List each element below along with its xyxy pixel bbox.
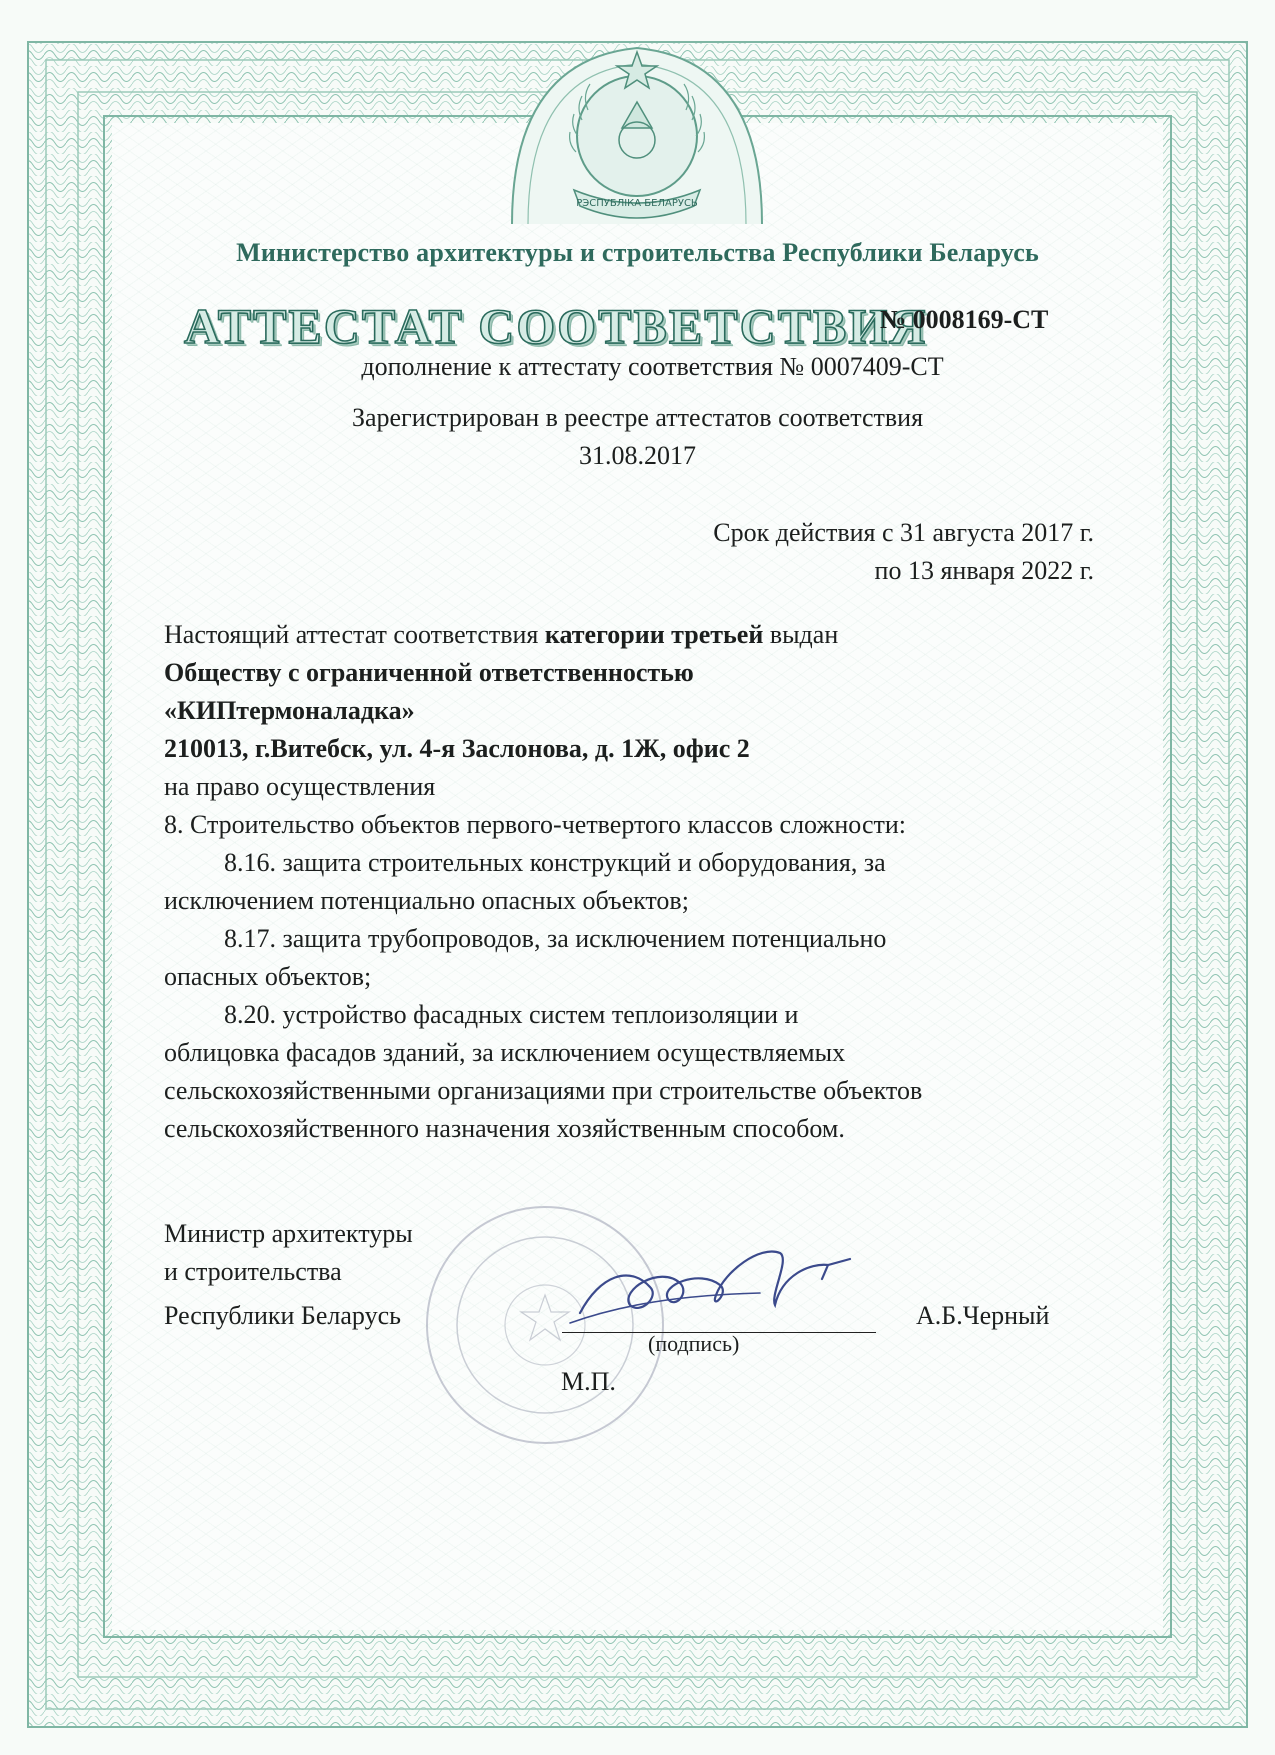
addendum-reference: дополнение к аттестату соответствия № 0007409-СТ — [361, 352, 944, 381]
company-name-line1: Обществу с ограниченной ответственностью — [164, 658, 694, 687]
company-name-line2: «КИПтермоналадка» — [164, 696, 415, 725]
item-8-17-line1: 8.17. защита трубопроводов, за исключением потенциально — [224, 924, 887, 953]
issued-statement — [164, 620, 838, 650]
registry-date: 31.08.2017 — [579, 441, 696, 470]
item-8-16-line2: исключением потенциально опасных объектов; — [164, 886, 689, 915]
handwritten-signature — [560, 1235, 880, 1335]
signer-title-line3: Республики Беларусь — [164, 1301, 401, 1330]
signer-title-line1: Министр архитектуры — [164, 1219, 413, 1248]
right-intro: на право осуществления — [164, 772, 436, 801]
certificate-number: № 0008169-СТ — [880, 305, 1049, 334]
item-8-17-line2: опасных объектов; — [164, 962, 372, 991]
item-8-20-line4: сельскохозяйственного назначения хозяйственным способом. — [164, 1114, 845, 1143]
company-address: 210013, г.Витебск, ул. 4-я Заслонова, д. 1Ж, офис 2 — [164, 734, 750, 763]
emblem-ribbon-text: РЭСПУБЛІКА БЕЛАРУСЬ — [576, 198, 698, 209]
signature-caption: (подпись) — [648, 1331, 740, 1356]
validity-from: Срок действия с 31 августа 2017 г. — [713, 518, 1094, 547]
certificate-title: АТТЕСТАТ СООТВЕТСТВИЯ — [184, 298, 928, 354]
signer-title-line2: и строительства — [164, 1257, 342, 1286]
state-emblem — [494, 40, 780, 224]
item-8-20-line3: сельскохозяйственными организациями при строительстве объектов — [164, 1076, 923, 1105]
issued-suffix: выдан — [763, 620, 839, 649]
validity-to: по 13 января 2022 г. — [874, 556, 1094, 585]
item-8-20-line1: 8.20. устройство фасадных систем теплоизоляции и — [224, 1000, 799, 1029]
item-8-16-line1: 8.16. защита строительных конструкций и оборудования, за — [224, 848, 886, 877]
stamp-place-label: М.П. — [561, 1367, 616, 1396]
issued-category: категории третьей — [544, 620, 764, 649]
section-8: 8. Строительство объектов первого-четвертого классов сложности: — [164, 810, 906, 839]
signer-name: А.Б.Черный — [916, 1301, 1050, 1330]
issued-prefix: Настоящий аттестат соответствия — [164, 620, 545, 649]
ministry-name: Министерство архитектуры и строительства Республики Беларусь — [236, 238, 1039, 267]
item-8-20-line2: облицовка фасадов зданий, за исключением осуществляемых — [164, 1038, 846, 1067]
registry-label: Зарегистрирован в реестре аттестатов соответствия — [351, 403, 924, 432]
